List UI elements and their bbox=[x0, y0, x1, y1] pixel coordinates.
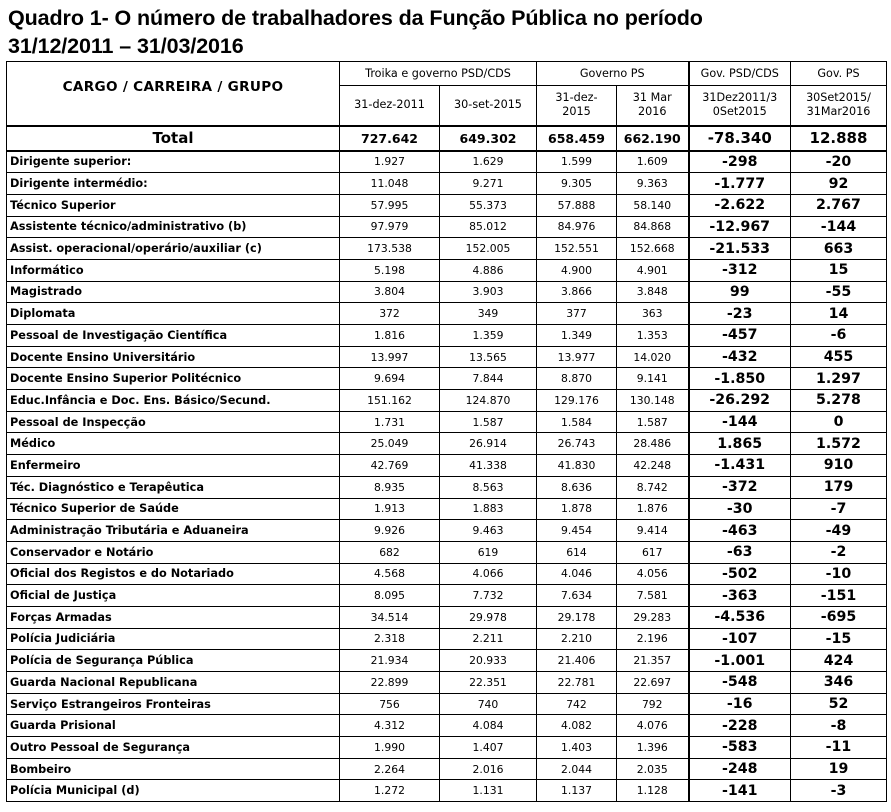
cell-31-dez-2015: 4.900 bbox=[537, 259, 617, 281]
cell-31-mar-2016: 28.486 bbox=[617, 433, 689, 455]
table-row bbox=[7, 585, 887, 607]
cell-diff-ps: -695 bbox=[791, 606, 887, 628]
cell-31-dez-2015: 26.743 bbox=[537, 433, 617, 455]
cell-30-set-2015: 2.211 bbox=[440, 628, 537, 650]
cell-31-dez-2011: 1.913 bbox=[340, 498, 440, 520]
table-row bbox=[7, 390, 887, 412]
cell-31-dez-2015: 9.454 bbox=[537, 520, 617, 542]
cell-31-mar-2016: 22.697 bbox=[617, 672, 689, 694]
cell-diff-psd-cds: -4.536 bbox=[689, 606, 791, 628]
row-label: Educ.Infância e Doc. Ens. Básico/Secund. bbox=[7, 390, 340, 412]
header-col-31-dez-2015: 31-dez- 2015 bbox=[537, 86, 617, 126]
cell-31-dez-2011: 8.935 bbox=[340, 476, 440, 498]
row-label: Docente Ensino Universitário bbox=[7, 346, 340, 368]
cell-diff-psd-cds: -141 bbox=[689, 780, 791, 802]
cell-31-dez-2011: 4.568 bbox=[340, 563, 440, 585]
table-row bbox=[7, 433, 887, 455]
total-31-mar-2016: 662.190 bbox=[617, 126, 689, 151]
title-line-2: 31/12/2011 – 31/03/2016 bbox=[8, 34, 244, 58]
row-label: Técnico Superior de Saúde bbox=[7, 498, 340, 520]
cell-diff-psd-cds: -30 bbox=[689, 498, 791, 520]
cell-31-dez-2011: 22.899 bbox=[340, 672, 440, 694]
cell-31-dez-2015: 13.977 bbox=[537, 346, 617, 368]
table-row bbox=[7, 758, 887, 780]
header-col-30-set-2015: 30-set-2015 bbox=[440, 86, 537, 126]
header-col-31-dez-2011: 31-dez-2011 bbox=[340, 86, 440, 126]
cell-diff-psd-cds: -363 bbox=[689, 585, 791, 607]
row-label: Guarda Nacional Republicana bbox=[7, 672, 340, 694]
cell-31-dez-2015: 742 bbox=[537, 693, 617, 715]
cell-diff-psd-cds: -228 bbox=[689, 715, 791, 737]
cell-diff-ps: 19 bbox=[791, 758, 887, 780]
cell-diff-psd-cds: -23 bbox=[689, 303, 791, 325]
cell-diff-psd-cds: -16 bbox=[689, 693, 791, 715]
cell-diff-ps: -151 bbox=[791, 585, 887, 607]
row-label: Administração Tributária e Aduaneira bbox=[7, 520, 340, 542]
cell-30-set-2015: 41.338 bbox=[440, 455, 537, 477]
cell-31-dez-2011: 42.769 bbox=[340, 455, 440, 477]
cell-31-mar-2016: 1.587 bbox=[617, 411, 689, 433]
cell-31-dez-2011: 4.312 bbox=[340, 715, 440, 737]
cell-diff-psd-cds: -21.533 bbox=[689, 238, 791, 260]
cell-31-mar-2016: 42.248 bbox=[617, 455, 689, 477]
cell-30-set-2015: 55.373 bbox=[440, 194, 537, 216]
table-row bbox=[7, 520, 887, 542]
cell-31-mar-2016: 1.353 bbox=[617, 325, 689, 347]
cell-31-mar-2016: 29.283 bbox=[617, 606, 689, 628]
cell-31-mar-2016: 1.128 bbox=[617, 780, 689, 802]
cell-31-dez-2015: 1.599 bbox=[537, 151, 617, 173]
total-31-dez-2015: 658.459 bbox=[537, 126, 617, 151]
cell-31-dez-2011: 1.990 bbox=[340, 737, 440, 759]
table-row bbox=[7, 476, 887, 498]
cell-31-dez-2011: 151.162 bbox=[340, 390, 440, 412]
cell-diff-psd-cds: -1.850 bbox=[689, 368, 791, 390]
cell-diff-ps: -2 bbox=[791, 541, 887, 563]
row-label: Médico bbox=[7, 433, 340, 455]
row-label: Bombeiro bbox=[7, 758, 340, 780]
row-label: Assist. operacional/operário/auxiliar (c) bbox=[7, 238, 340, 260]
table-row bbox=[7, 606, 887, 628]
cell-30-set-2015: 152.005 bbox=[440, 238, 537, 260]
cell-30-set-2015: 124.870 bbox=[440, 390, 537, 412]
cell-diff-ps: -8 bbox=[791, 715, 887, 737]
cell-diff-psd-cds: -12.967 bbox=[689, 216, 791, 238]
row-label: Pessoal de Inspecção bbox=[7, 411, 340, 433]
cell-diff-psd-cds: -26.292 bbox=[689, 390, 791, 412]
cell-diff-ps: -10 bbox=[791, 563, 887, 585]
cell-30-set-2015: 349 bbox=[440, 303, 537, 325]
cell-diff-psd-cds: 1.865 bbox=[689, 433, 791, 455]
row-label: Conservador e Notário bbox=[7, 541, 340, 563]
cell-31-dez-2011: 1.927 bbox=[340, 151, 440, 173]
cell-diff-psd-cds: -1.001 bbox=[689, 650, 791, 672]
cell-diff-ps: 15 bbox=[791, 259, 887, 281]
cell-31-mar-2016: 21.357 bbox=[617, 650, 689, 672]
cell-31-dez-2015: 377 bbox=[537, 303, 617, 325]
row-label: Enfermeiro bbox=[7, 455, 340, 477]
row-label: Polícia Judiciária bbox=[7, 628, 340, 650]
cell-30-set-2015: 85.012 bbox=[440, 216, 537, 238]
cell-31-dez-2015: 129.176 bbox=[537, 390, 617, 412]
cell-31-mar-2016: 1.876 bbox=[617, 498, 689, 520]
header-col-diff-ps: 30Set2015/ 31Mar2016 bbox=[791, 86, 887, 126]
cell-31-dez-2011: 1.272 bbox=[340, 780, 440, 802]
table-row bbox=[7, 303, 887, 325]
cell-diff-ps: 910 bbox=[791, 455, 887, 477]
cell-diff-psd-cds: 99 bbox=[689, 281, 791, 303]
cell-30-set-2015: 740 bbox=[440, 693, 537, 715]
cell-31-dez-2015: 9.305 bbox=[537, 173, 617, 195]
cell-31-mar-2016: 4.076 bbox=[617, 715, 689, 737]
row-label: Serviço Estrangeiros Fronteiras bbox=[7, 693, 340, 715]
cell-diff-psd-cds: -2.622 bbox=[689, 194, 791, 216]
cell-31-dez-2011: 57.995 bbox=[340, 194, 440, 216]
row-label: Diplomata bbox=[7, 303, 340, 325]
table-row bbox=[7, 259, 887, 281]
table-row bbox=[7, 498, 887, 520]
cell-30-set-2015: 7.732 bbox=[440, 585, 537, 607]
cell-diff-psd-cds: -372 bbox=[689, 476, 791, 498]
cell-31-mar-2016: 58.140 bbox=[617, 194, 689, 216]
cell-30-set-2015: 4.066 bbox=[440, 563, 537, 585]
cell-31-dez-2011: 13.997 bbox=[340, 346, 440, 368]
table-row bbox=[7, 650, 887, 672]
header-col-31-mar-2016: 31 Mar 2016 bbox=[617, 86, 689, 126]
cell-31-dez-2011: 5.198 bbox=[340, 259, 440, 281]
cell-31-dez-2015: 4.046 bbox=[537, 563, 617, 585]
cell-diff-psd-cds: -107 bbox=[689, 628, 791, 650]
cell-diff-psd-cds: -502 bbox=[689, 563, 791, 585]
cell-31-dez-2011: 9.926 bbox=[340, 520, 440, 542]
table-row bbox=[7, 194, 887, 216]
cell-30-set-2015: 2.016 bbox=[440, 758, 537, 780]
row-label: Magistrado bbox=[7, 281, 340, 303]
cell-31-dez-2011: 3.804 bbox=[340, 281, 440, 303]
cell-31-mar-2016: 9.141 bbox=[617, 368, 689, 390]
cell-31-dez-2015: 22.781 bbox=[537, 672, 617, 694]
cell-31-dez-2011: 173.538 bbox=[340, 238, 440, 260]
cell-31-dez-2011: 756 bbox=[340, 693, 440, 715]
cell-31-mar-2016: 14.020 bbox=[617, 346, 689, 368]
cell-31-dez-2015: 3.866 bbox=[537, 281, 617, 303]
header-group-gov-psd-cds: Gov. PSD/CDS bbox=[689, 62, 791, 86]
cell-31-mar-2016: 9.363 bbox=[617, 173, 689, 195]
table-row bbox=[7, 173, 887, 195]
table-row bbox=[7, 780, 887, 802]
cell-diff-psd-cds: -463 bbox=[689, 520, 791, 542]
table-row bbox=[7, 411, 887, 433]
table-row bbox=[7, 693, 887, 715]
row-label: Dirigente intermédio: bbox=[7, 173, 340, 195]
cell-30-set-2015: 9.463 bbox=[440, 520, 537, 542]
cell-diff-ps: 455 bbox=[791, 346, 887, 368]
table-row bbox=[7, 151, 887, 173]
cell-diff-ps: -3 bbox=[791, 780, 887, 802]
table-row bbox=[7, 737, 887, 759]
cell-31-dez-2011: 34.514 bbox=[340, 606, 440, 628]
cell-diff-ps: -55 bbox=[791, 281, 887, 303]
cell-31-dez-2011: 682 bbox=[340, 541, 440, 563]
cell-30-set-2015: 4.886 bbox=[440, 259, 537, 281]
cell-diff-ps: 14 bbox=[791, 303, 887, 325]
row-label: Outro Pessoal de Segurança bbox=[7, 737, 340, 759]
cell-diff-ps: -11 bbox=[791, 737, 887, 759]
cell-31-mar-2016: 3.848 bbox=[617, 281, 689, 303]
cell-diff-psd-cds: -1.431 bbox=[689, 455, 791, 477]
row-label: Guarda Prisional bbox=[7, 715, 340, 737]
row-label: Forças Armadas bbox=[7, 606, 340, 628]
cell-30-set-2015: 1.407 bbox=[440, 737, 537, 759]
cell-31-dez-2011: 1.731 bbox=[340, 411, 440, 433]
cell-31-mar-2016: 8.742 bbox=[617, 476, 689, 498]
cell-diff-psd-cds: -548 bbox=[689, 672, 791, 694]
cell-31-dez-2011: 97.979 bbox=[340, 216, 440, 238]
cell-31-dez-2015: 4.082 bbox=[537, 715, 617, 737]
cell-31-mar-2016: 1.609 bbox=[617, 151, 689, 173]
header-group-governo-ps: Governo PS bbox=[537, 62, 689, 86]
table-row bbox=[7, 281, 887, 303]
cell-30-set-2015: 7.844 bbox=[440, 368, 537, 390]
cell-31-dez-2015: 1.137 bbox=[537, 780, 617, 802]
table-row bbox=[7, 628, 887, 650]
total-row bbox=[7, 126, 887, 151]
cell-31-dez-2015: 1.878 bbox=[537, 498, 617, 520]
cell-31-dez-2015: 29.178 bbox=[537, 606, 617, 628]
cell-diff-ps: -7 bbox=[791, 498, 887, 520]
header-cargo-carreira-grupo: CARGO / CARREIRA / GRUPO bbox=[7, 62, 340, 126]
cell-30-set-2015: 20.933 bbox=[440, 650, 537, 672]
table-row bbox=[7, 672, 887, 694]
cell-31-dez-2011: 1.816 bbox=[340, 325, 440, 347]
total-diff-psd-cds: -78.340 bbox=[689, 126, 791, 151]
table-row bbox=[7, 541, 887, 563]
cell-31-mar-2016: 1.396 bbox=[617, 737, 689, 759]
cell-diff-ps: -6 bbox=[791, 325, 887, 347]
total-diff-ps: 12.888 bbox=[791, 126, 887, 151]
cell-30-set-2015: 8.563 bbox=[440, 476, 537, 498]
cell-31-dez-2011: 2.318 bbox=[340, 628, 440, 650]
cell-31-dez-2015: 614 bbox=[537, 541, 617, 563]
cell-30-set-2015: 1.629 bbox=[440, 151, 537, 173]
cell-31-dez-2015: 57.888 bbox=[537, 194, 617, 216]
cell-31-mar-2016: 130.148 bbox=[617, 390, 689, 412]
cell-diff-psd-cds: -298 bbox=[689, 151, 791, 173]
cell-31-mar-2016: 2.196 bbox=[617, 628, 689, 650]
cell-31-dez-2015: 1.403 bbox=[537, 737, 617, 759]
header-group-troika: Troika e governo PSD/CDS bbox=[340, 62, 537, 86]
table-row bbox=[7, 346, 887, 368]
cell-diff-ps: 663 bbox=[791, 238, 887, 260]
cell-30-set-2015: 4.084 bbox=[440, 715, 537, 737]
cell-diff-ps: 0 bbox=[791, 411, 887, 433]
cell-diff-psd-cds: -248 bbox=[689, 758, 791, 780]
cell-30-set-2015: 1.131 bbox=[440, 780, 537, 802]
cell-31-dez-2011: 2.264 bbox=[340, 758, 440, 780]
row-label: Polícia Municipal (d) bbox=[7, 780, 340, 802]
cell-31-mar-2016: 363 bbox=[617, 303, 689, 325]
cell-diff-ps: 1.572 bbox=[791, 433, 887, 455]
cell-30-set-2015: 26.914 bbox=[440, 433, 537, 455]
header-group-gov-ps: Gov. PS bbox=[791, 62, 887, 86]
table-row bbox=[7, 455, 887, 477]
cell-31-dez-2011: 372 bbox=[340, 303, 440, 325]
table-row bbox=[7, 368, 887, 390]
cell-30-set-2015: 13.565 bbox=[440, 346, 537, 368]
cell-31-dez-2015: 41.830 bbox=[537, 455, 617, 477]
cell-31-dez-2011: 9.694 bbox=[340, 368, 440, 390]
cell-diff-psd-cds: -312 bbox=[689, 259, 791, 281]
cell-31-dez-2011: 21.934 bbox=[340, 650, 440, 672]
cell-diff-ps: -20 bbox=[791, 151, 887, 173]
row-label: Dirigente superior: bbox=[7, 151, 340, 173]
cell-31-dez-2015: 21.406 bbox=[537, 650, 617, 672]
cell-diff-psd-cds: -144 bbox=[689, 411, 791, 433]
cell-30-set-2015: 1.587 bbox=[440, 411, 537, 433]
cell-diff-ps: -15 bbox=[791, 628, 887, 650]
cell-31-dez-2015: 152.551 bbox=[537, 238, 617, 260]
cell-31-mar-2016: 7.581 bbox=[617, 585, 689, 607]
cell-31-mar-2016: 4.056 bbox=[617, 563, 689, 585]
cell-30-set-2015: 29.978 bbox=[440, 606, 537, 628]
cell-31-dez-2015: 2.210 bbox=[537, 628, 617, 650]
table-row bbox=[7, 325, 887, 347]
cell-diff-ps: 2.767 bbox=[791, 194, 887, 216]
total-30-set-2015: 649.302 bbox=[440, 126, 537, 151]
table-row bbox=[7, 563, 887, 585]
row-label: Oficial de Justiça bbox=[7, 585, 340, 607]
cell-31-mar-2016: 4.901 bbox=[617, 259, 689, 281]
cell-diff-ps: 424 bbox=[791, 650, 887, 672]
table-row bbox=[7, 216, 887, 238]
cell-diff-ps: 179 bbox=[791, 476, 887, 498]
cell-30-set-2015: 1.359 bbox=[440, 325, 537, 347]
cell-diff-psd-cds: -432 bbox=[689, 346, 791, 368]
row-label: Oficial dos Registos e do Notariado bbox=[7, 563, 340, 585]
cell-31-dez-2015: 1.349 bbox=[537, 325, 617, 347]
row-label: Pessoal de Investigação Científica bbox=[7, 325, 340, 347]
row-label: Polícia de Segurança Pública bbox=[7, 650, 340, 672]
header-col-diff-psd-cds: 31Dez2011/3 0Set2015 bbox=[689, 86, 791, 126]
cell-diff-ps: 52 bbox=[791, 693, 887, 715]
table-row bbox=[7, 715, 887, 737]
cell-31-dez-2011: 8.095 bbox=[340, 585, 440, 607]
cell-30-set-2015: 3.903 bbox=[440, 281, 537, 303]
cell-30-set-2015: 9.271 bbox=[440, 173, 537, 195]
cell-diff-ps: 92 bbox=[791, 173, 887, 195]
cell-diff-psd-cds: -583 bbox=[689, 737, 791, 759]
cell-diff-ps: 5.278 bbox=[791, 390, 887, 412]
cell-31-mar-2016: 617 bbox=[617, 541, 689, 563]
row-label: Téc. Diagnóstico e Terapêutica bbox=[7, 476, 340, 498]
cell-31-mar-2016: 792 bbox=[617, 693, 689, 715]
total-31-dez-2011: 727.642 bbox=[340, 126, 440, 151]
title-line-1: Quadro 1- O número de trabalhadores da Função Pública no período bbox=[8, 6, 703, 30]
cell-30-set-2015: 619 bbox=[440, 541, 537, 563]
cell-31-dez-2015: 84.976 bbox=[537, 216, 617, 238]
cell-diff-ps: -49 bbox=[791, 520, 887, 542]
row-label: Assistente técnico/administrativo (b) bbox=[7, 216, 340, 238]
cell-31-dez-2011: 11.048 bbox=[340, 173, 440, 195]
cell-diff-ps: -144 bbox=[791, 216, 887, 238]
cell-30-set-2015: 1.883 bbox=[440, 498, 537, 520]
document-title bbox=[8, 4, 888, 60]
cell-31-mar-2016: 9.414 bbox=[617, 520, 689, 542]
cell-diff-psd-cds: -1.777 bbox=[689, 173, 791, 195]
cell-31-dez-2015: 8.636 bbox=[537, 476, 617, 498]
cell-31-dez-2011: 25.049 bbox=[340, 433, 440, 455]
cell-31-mar-2016: 152.668 bbox=[617, 238, 689, 260]
cell-31-dez-2015: 2.044 bbox=[537, 758, 617, 780]
cell-30-set-2015: 22.351 bbox=[440, 672, 537, 694]
cell-diff-psd-cds: -457 bbox=[689, 325, 791, 347]
row-label: Técnico Superior bbox=[7, 194, 340, 216]
row-label: Docente Ensino Superior Politécnico bbox=[7, 368, 340, 390]
total-label: Total bbox=[7, 126, 340, 151]
cell-31-mar-2016: 84.868 bbox=[617, 216, 689, 238]
table-row bbox=[7, 238, 887, 260]
cell-diff-ps: 1.297 bbox=[791, 368, 887, 390]
cell-diff-psd-cds: -63 bbox=[689, 541, 791, 563]
cell-diff-ps: 346 bbox=[791, 672, 887, 694]
cell-31-dez-2015: 1.584 bbox=[537, 411, 617, 433]
cell-31-dez-2015: 7.634 bbox=[537, 585, 617, 607]
row-label: Informático bbox=[7, 259, 340, 281]
cell-31-mar-2016: 2.035 bbox=[617, 758, 689, 780]
workers-table bbox=[6, 61, 887, 802]
cell-31-dez-2015: 8.870 bbox=[537, 368, 617, 390]
